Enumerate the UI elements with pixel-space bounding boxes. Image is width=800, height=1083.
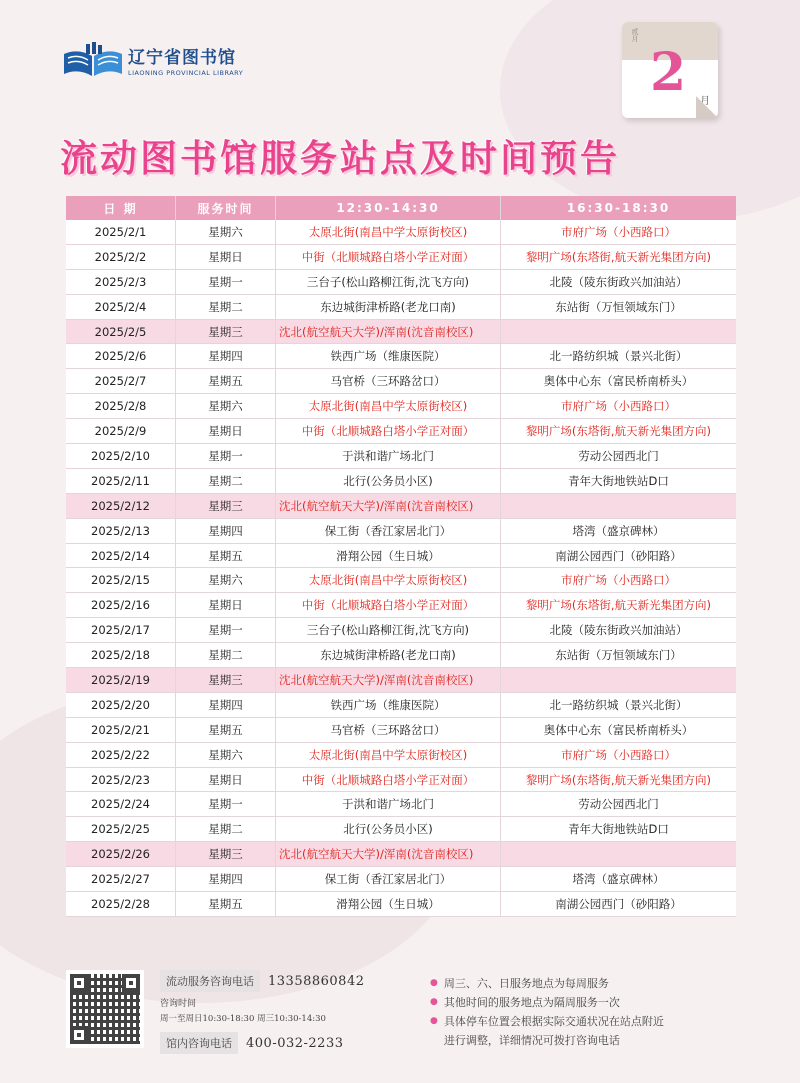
cell-slot-1: 滑翔公园（生日城） — [276, 544, 501, 568]
table-row — [66, 270, 736, 295]
table-row — [66, 320, 736, 345]
cell-slot-1: 滑翔公园（生日城） — [276, 892, 501, 916]
table-row — [66, 295, 736, 320]
cell-weekday: 星期六 — [176, 394, 276, 418]
cell-weekday: 星期一 — [176, 444, 276, 468]
cell-date: 2025/2/15 — [66, 568, 176, 592]
cell-date: 2025/2/19 — [66, 668, 176, 692]
cell-slot-2: 劳动公园西北门 — [578, 448, 659, 463]
cell-slot-2: 北一路纺织城（景兴北街） — [549, 349, 688, 364]
table-row — [66, 245, 736, 270]
cell-date: 2025/2/17 — [66, 618, 176, 642]
cell-weekday: 星期三 — [176, 842, 276, 866]
cell-slot-2: 黎明广场(东塔街,航天新光集团方向) — [525, 249, 712, 264]
cell-date: 2025/2/24 — [66, 792, 176, 816]
cell-weekday: 星期六 — [176, 743, 276, 767]
cell-weekday: 星期日 — [176, 419, 276, 443]
cell-date: 2025/2/23 — [66, 768, 176, 792]
cell-weekday: 星期二 — [176, 643, 276, 667]
cell-weekday: 星期六 — [176, 220, 276, 244]
cell-date: 2025/2/26 — [66, 842, 176, 866]
cell-weekday: 星期五 — [176, 544, 276, 568]
cell-weekday: 星期日 — [176, 768, 276, 792]
table-row — [66, 643, 736, 668]
cell-weekday: 星期四 — [176, 867, 276, 891]
table-header-row — [66, 196, 736, 220]
table-row — [66, 743, 736, 768]
cell-slot-2: 黎明广场(东塔街,航天新光集团方向) — [525, 424, 712, 439]
cell-date: 2025/2/18 — [66, 643, 176, 667]
table-row — [66, 867, 736, 892]
cell-slot-1: 铁西广场（维康医院） — [276, 344, 501, 368]
table-row — [66, 792, 736, 817]
cell-weekday: 星期三 — [176, 668, 276, 692]
table-row — [66, 544, 736, 569]
cell-slot-1: 于洪和谐广场北门 — [276, 792, 501, 816]
cell-date: 2025/2/11 — [66, 469, 176, 493]
contact-info — [160, 970, 420, 1054]
cell-slot-1: 铁西广场（维康医院） — [276, 693, 501, 717]
qr-code-icon — [66, 970, 144, 1048]
cell-slot-1: 三台子(松山路柳江街,沈飞方向) — [276, 270, 501, 294]
logo-chinese-name: 辽宁省图书馆 — [128, 48, 236, 68]
page-title: 流动图书馆服务站点及时间预告 — [60, 137, 620, 180]
cell-slot-2: 塔湾（盛京碑林） — [572, 523, 665, 538]
table-row — [66, 469, 736, 494]
cell-slot-1: 中街（北顺城路白塔小学正对面） — [276, 768, 501, 792]
cell-slot-2: 劳动公园西北门 — [578, 797, 659, 812]
cell-weekday: 星期三 — [176, 320, 276, 344]
cell-date: 2025/2/2 — [66, 245, 176, 269]
cell-weekday: 星期四 — [176, 693, 276, 717]
cell-slot-1: 中街（北顺城路白塔小学正对面） — [276, 245, 501, 269]
cell-weekday: 星期四 — [176, 519, 276, 543]
cell-weekday: 星期二 — [176, 295, 276, 319]
table-row — [66, 817, 736, 842]
cell-slot-2: 市府广场（小西路口） — [561, 224, 676, 239]
table-row — [66, 842, 736, 867]
cell-slot-1: 东边城街津桥路(老龙口南) — [276, 295, 501, 319]
cell-weekday: 星期日 — [176, 593, 276, 617]
table-row — [66, 519, 736, 544]
header-slot-1: 12:30-14:30 — [276, 196, 501, 220]
table-row — [66, 718, 736, 743]
cell-weekday: 星期一 — [176, 792, 276, 816]
library-phone-number: 400-032-2233 — [246, 1035, 344, 1051]
cell-slot-1: 沈北(航空航天大学)/浑南(沈音南校区) — [276, 668, 501, 692]
bullet-icon: ● — [430, 997, 438, 1007]
cell-slot-2: 塔湾（盛京碑林） — [572, 872, 665, 887]
cell-slot-2: 东站街（万恒领域东门） — [555, 648, 682, 663]
cell-slot-2: 黎明广场(东塔街,航天新光集团方向) — [525, 598, 712, 613]
note-item: ● 周三、六、日服务地点为每周服务 — [430, 974, 770, 993]
mobile-service-number: 13358860842 — [268, 973, 365, 989]
table-row — [66, 220, 736, 245]
cell-date: 2025/2/22 — [66, 743, 176, 767]
hours-title: 咨询时间 — [160, 999, 197, 1009]
notes-list — [430, 974, 770, 1050]
cell-date: 2025/2/20 — [66, 693, 176, 717]
cell-slot-2: 市府广场（小西路口） — [561, 399, 676, 414]
calendar-icon — [622, 22, 718, 118]
cell-weekday: 星期二 — [176, 469, 276, 493]
table-row — [66, 419, 736, 444]
cell-slot-2: 北一路纺织城（景兴北街） — [549, 697, 688, 712]
cell-weekday: 星期二 — [176, 817, 276, 841]
cell-slot-2: 市府广场（小西路口） — [561, 747, 676, 762]
header-slot-2: 16:30-18:30 — [566, 201, 671, 215]
table-body — [66, 220, 736, 917]
cell-weekday: 星期五 — [176, 892, 276, 916]
cell-slot-2: 青年大街地铁站D口 — [568, 473, 669, 488]
cell-weekday: 星期四 — [176, 344, 276, 368]
cell-slot-2: 市府广场（小西路口） — [561, 573, 676, 588]
cell-slot-2: 南湖公园西门（砂阳路） — [555, 548, 682, 563]
cell-slot-1: 马官桥（三环路岔口） — [276, 369, 501, 393]
cell-date: 2025/2/1 — [66, 220, 176, 244]
cell-slot-1: 于洪和谐广场北门 — [276, 444, 501, 468]
table-row — [66, 768, 736, 793]
cell-date: 2025/2/21 — [66, 718, 176, 742]
cell-slot-1: 沈北(航空航天大学)/浑南(沈音南校区) — [276, 320, 501, 344]
cell-date: 2025/2/4 — [66, 295, 176, 319]
cell-slot-1: 太原北街(南昌中学太原街校区) — [276, 568, 501, 592]
table-row — [66, 593, 736, 618]
cell-date: 2025/2/8 — [66, 394, 176, 418]
cell-slot-2: 黎明广场(东塔街,航天新光集团方向) — [525, 772, 712, 787]
cell-date: 2025/2/6 — [66, 344, 176, 368]
cell-slot-1: 沈北(航空航天大学)/浑南(沈音南校区) — [276, 842, 501, 866]
cell-weekday: 星期一 — [176, 618, 276, 642]
cell-slot-2 — [501, 320, 736, 344]
note-item: ● 具体停车位置会根据实际交通状况在站点附近 — [430, 1012, 770, 1031]
cell-date: 2025/2/25 — [66, 817, 176, 841]
cell-date: 2025/2/9 — [66, 419, 176, 443]
cell-date: 2025/2/3 — [66, 270, 176, 294]
cell-date: 2025/2/7 — [66, 369, 176, 393]
cell-slot-1: 保工街（香江家居北门） — [276, 867, 501, 891]
cell-date: 2025/2/12 — [66, 494, 176, 518]
cell-slot-2: 奥体中心东（富民桥南桥头） — [543, 374, 694, 389]
bullet-icon: ● — [430, 1016, 438, 1026]
cell-slot-2: 奥体中心东（富民桥南桥头） — [543, 722, 694, 737]
cell-slot-1: 沈北(航空航天大学)/浑南(沈音南校区) — [276, 494, 501, 518]
cell-slot-1: 中街（北顺城路白塔小学正对面） — [276, 593, 501, 617]
cell-slot-2 — [501, 668, 736, 692]
cell-weekday: 星期五 — [176, 718, 276, 742]
cell-date: 2025/2/27 — [66, 867, 176, 891]
calendar-month-number: 2 — [650, 42, 687, 103]
cell-weekday: 星期六 — [176, 568, 276, 592]
table-row — [66, 369, 736, 394]
mobile-service-label: 流动服务咨询电话 — [160, 970, 260, 992]
open-book-icon — [62, 42, 124, 78]
cell-slot-1: 东边城街津桥路(老龙口南) — [276, 643, 501, 667]
cell-slot-1: 北行(公务员小区) — [276, 469, 501, 493]
cell-slot-1: 太原北街(南昌中学太原街校区) — [276, 220, 501, 244]
cell-slot-2: 南湖公园西门（砂阳路） — [555, 896, 682, 911]
note-item: ● 其他时间的服务地点为隔周服务一次 — [430, 993, 770, 1012]
table-row — [66, 618, 736, 643]
table-row — [66, 568, 736, 593]
cell-weekday: 星期一 — [176, 270, 276, 294]
cell-date: 2025/2/14 — [66, 544, 176, 568]
cell-slot-2 — [501, 494, 736, 518]
cell-date: 2025/2/13 — [66, 519, 176, 543]
cell-slot-1: 中街（北顺城路白塔小学正对面） — [276, 419, 501, 443]
cell-date: 2025/2/5 — [66, 320, 176, 344]
table-row — [66, 494, 736, 519]
library-logo — [62, 42, 243, 78]
bullet-icon: ● — [430, 978, 438, 988]
cell-slot-2 — [501, 842, 736, 866]
cell-slot-2: 青年大街地铁站D口 — [568, 822, 669, 837]
cell-slot-1: 太原北街(南昌中学太原街校区) — [276, 394, 501, 418]
cell-slot-1: 太原北街(南昌中学太原街校区) — [276, 743, 501, 767]
table-row — [66, 892, 736, 917]
table-row — [66, 668, 736, 693]
header-weekday: 服务时间 — [176, 196, 276, 220]
cell-slot-1: 三台子(松山路柳江街,沈飞方向) — [276, 618, 501, 642]
cell-slot-2: 北陵（陵东街政兴加油站） — [549, 274, 688, 289]
cell-date: 2025/2/10 — [66, 444, 176, 468]
logo-english-name: LIAONING PROVINCIAL LIBRARY — [128, 69, 244, 77]
cell-slot-1: 马官桥（三环路岔口） — [276, 718, 501, 742]
table-row — [66, 394, 736, 419]
cell-date: 2025/2/16 — [66, 593, 176, 617]
cell-slot-1: 北行(公务员小区) — [276, 817, 501, 841]
calendar-month-unit: 月 — [700, 96, 710, 107]
table-row — [66, 693, 736, 718]
hours-text: 周一至周日10:30-18:30 周三10:30-14:30 — [160, 1014, 326, 1024]
cell-weekday: 星期五 — [176, 369, 276, 393]
schedule-table — [66, 196, 736, 917]
footer — [0, 960, 800, 1083]
calendar-month-chinese: 贰月 — [631, 28, 639, 42]
table-row — [66, 344, 736, 369]
header-date: 日 期 — [66, 196, 176, 220]
cell-slot-2: 北陵（陵东街政兴加油站） — [549, 623, 688, 638]
cell-weekday: 星期三 — [176, 494, 276, 518]
cell-weekday: 星期日 — [176, 245, 276, 269]
cell-slot-1: 保工街（香江家居北门） — [276, 519, 501, 543]
note-item: 进行调整，详细情况可拨打咨询电话 — [443, 1034, 620, 1047]
cell-date: 2025/2/28 — [66, 892, 176, 916]
table-row — [66, 444, 736, 469]
library-phone-label: 馆内咨询电话 — [160, 1032, 238, 1054]
cell-slot-2: 东站街（万恒领域东门） — [555, 299, 682, 314]
